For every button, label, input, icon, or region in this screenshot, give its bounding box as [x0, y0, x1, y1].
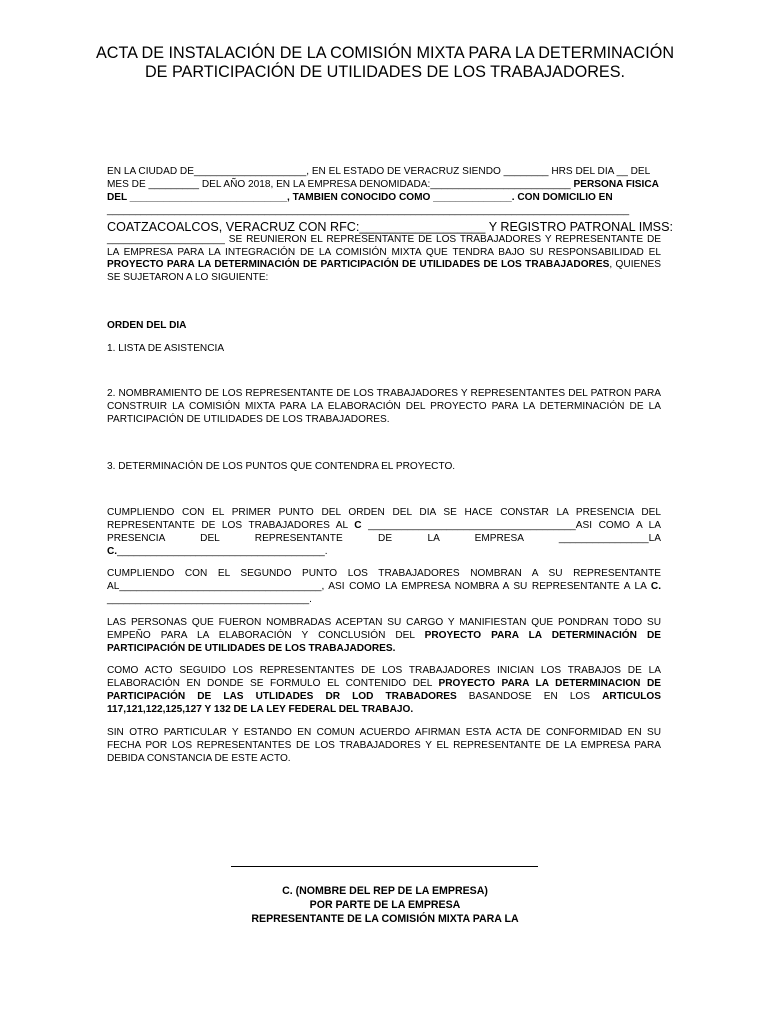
act-text: COMO ACTO SEGUIDO LOS REPRESENTANTES DE LOS TRABAJADORES INICIAN LOS TRABAJOS DE LA ELABORACIÓN EN DONDE SE FORMULO EL CONTENIDO DEL	[107, 665, 661, 689]
intro-rest-text: _____________________ SE REUNIERON EL REPRESENTANTE DE LOS TRABAJADORES Y REPRESENTANTE DE LA EMPRESA PARA LA INTEGRACIÓN DE LA COMISIÓN MIXTA QUE TENDRA BAJO SU RESPONSABILIDAD EL	[107, 233, 661, 258]
second-point-text: CUMPLIENDO CON EL SEGUNDO PUNTO LOS TRABAJADORES NOMBRAN A SU REPRESENTANTE AL____________________________________, ASI COMO LA EMPRESA NOMBRA A SU REPRESENTANTE A LA	[107, 568, 661, 592]
intro-line-4-blank: _____________________________________________________________________________________________	[107, 204, 630, 216]
document-title	[60, 44, 710, 82]
signature-line	[231, 866, 538, 867]
signature-name: C. (NOMBRE DEL REP DE LA EMPRESA)	[282, 885, 488, 897]
agenda-item-3: 3. DETERMINACIÓN DE LOS PUNTOS QUE CONTENDRA EL PROYECTO.	[107, 461, 456, 472]
first-point-text-2: _____________________________________ASI COMO A LA PRESENCIA DEL REPRESENTANTE DE LA EMPRESA ________________LA	[107, 519, 661, 544]
intro-rest	[107, 234, 661, 284]
signature-role: REPRESENTANTE DE LA COMISIÓN MIXTA PARA LA	[251, 913, 519, 926]
second-point-blank: ____________________________________.	[107, 593, 312, 605]
acceptance-project: PROYECTO PARA LA DETERMINACIÓN DE PARTICIPACIÓN DE UTILIDADES DE LOS TRABAJADORES.	[107, 629, 661, 654]
act-text-2: BASANDOSE EN LOS	[456, 690, 603, 702]
title-line-1: ACTA DE INSTALACIÓN DE LA COMISIÓN MIXTA PARA LA DETERMINACIÓN	[95, 44, 675, 62]
first-point-text: CUMPLIENDO CON EL PRIMER PUNTO DEL ORDEN DEL DIA SE HACE CONSTAR LA PRESENCIA DEL REPRESENTANTE DE LOS TRABAJADORES AL	[107, 507, 661, 531]
agenda-item-2: 2. NOMBRAMIENTO DE LOS REPRESENTANTE DE LOS TRABAJADORES Y REPRESENTANTES DEL PATRON PARA CONSTRUIR LA COMISIÓN MIXTA PARA LA ELABORACIÓN DEL PROYECTO PARA LA DETERMINACIÓN DE LA PARTICIPACIÓN DE UTILIDADES DE LOS TRABAJADORES.	[107, 388, 661, 425]
intro-line-2-text: MES DE _________ DEL AÑO 2018, EN LA EMPRESA DENOMIDADA:_________________________	[107, 178, 574, 190]
intro-persona-fisica: PERSONA FISICA	[573, 178, 659, 190]
paragraph-second-point	[107, 568, 661, 607]
agenda-heading: ORDEN DEL DIA	[107, 320, 187, 331]
signature-party: POR PARTE DE LA EMPRESA	[309, 899, 461, 912]
acceptance-text: LAS PERSONAS QUE FUERON NOMBRADAS ACEPTAN SU CARGO Y MANIFIESTAN QUE PONDRAN TODO SU EMPEÑO PARA LA ELABORACIÓN Y CONCLUSIÓN DEL	[107, 617, 661, 641]
first-point-c-label-2: C.	[107, 545, 118, 557]
intro-line-3: DEL ____________________________, TAMBIEN CONOCIDO COMO ______________. CON DOMICILIO EN	[107, 191, 613, 203]
title-line-2: DE PARTICIPACIÓN DE UTILIDADES DE LOS TRABAJADORES.	[144, 63, 626, 81]
intro-paragraph	[107, 166, 673, 285]
first-point-blank: _____________________________________.	[117, 545, 328, 557]
paragraph-closing: SIN OTRO PARTICULAR Y ESTANDO EN COMUN ACUERDO AFIRMAN ESTA ACTA DE CONFORMIDAD EN SU FECHA POR LOS REPRESENTANTES DE LOS TRABAJADORES Y EL REPRESENTANTE DE LA EMPRESA PARA DEBIDA CONSTANCIA DE ESTE ACTO.	[107, 727, 661, 764]
paragraph-first-point	[107, 507, 661, 559]
signature-block	[190, 884, 580, 927]
second-point-c-label: C.	[650, 580, 661, 592]
paragraph-acceptance	[107, 617, 661, 656]
paragraph-act	[107, 665, 661, 717]
agenda-item-1: 1. LISTA DE ASISTENCIA	[107, 343, 225, 354]
intro-line-1: EN LA CIUDAD DE____________________, EN EL ESTADO DE VERACRUZ SIENDO ________ HRS DEL DIA __ DEL	[107, 166, 651, 177]
intro-line-5: COATZACOALCOS, VERACRUZ CON RFC:__________________ Y REGISTRO PATRONAL IMSS:	[107, 219, 673, 234]
intro-rest-end: , QUIENES SE SUJETARON A LO SIGUIENTE:	[107, 259, 661, 284]
act-articles: ARTICULOS 117,121,122,125,127 Y 132 DE LA LEY FEDERAL DEL TRABAJO.	[107, 690, 661, 715]
intro-project-name: PROYECTO PARA LA DETERMINACIÓN DE PARTICIPACIÓN DE UTILIDADES DE LOS TRABAJADORES	[107, 259, 610, 271]
act-project: PROYECTO PARA LA DETERMINACION DE PARTICIPACIÓN DE LAS UTLIDADES DR LOD TRABADORES	[107, 677, 661, 702]
intro-line-2	[107, 179, 661, 192]
first-point-c-label: C	[354, 519, 362, 531]
